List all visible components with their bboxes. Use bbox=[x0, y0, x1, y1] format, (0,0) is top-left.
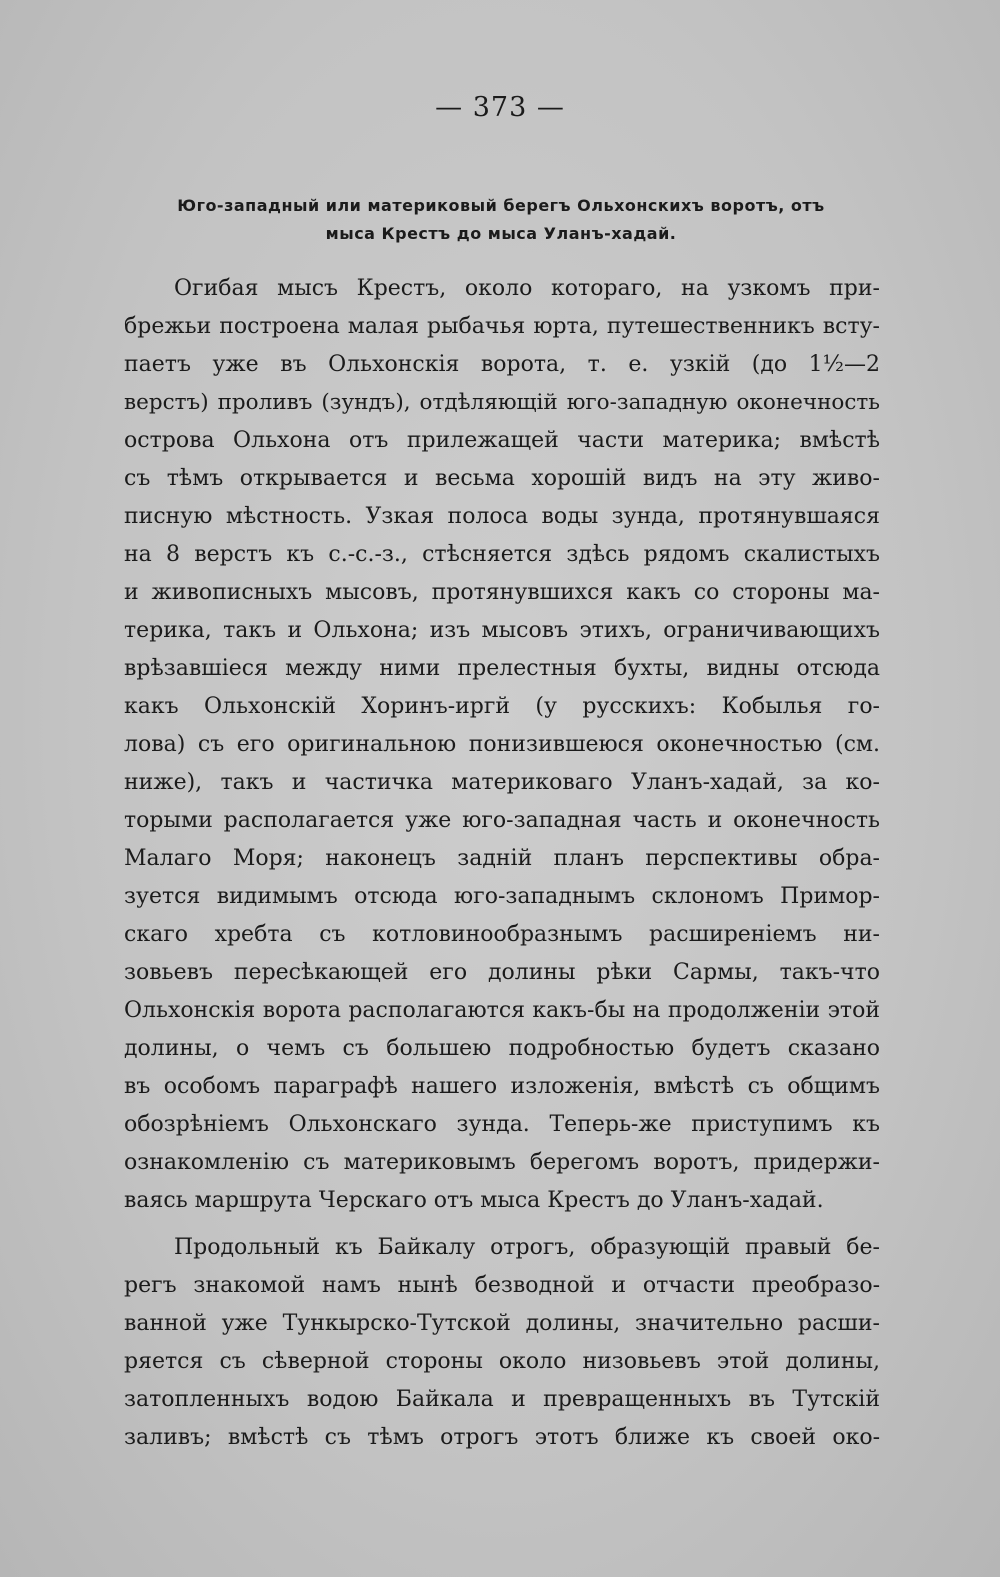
section-heading-line: мыса Крестъ до мыса Уланъ-хадай. bbox=[325, 224, 677, 243]
text-line: паетъ уже въ Ольхонскія ворота, т. е. узкій (до 1½—2 bbox=[124, 352, 880, 377]
text-line: терика, такъ и Ольхона; изъ мысовъ этихъ, ограничивающихъ bbox=[124, 618, 880, 643]
paragraph-2 bbox=[124, 1229, 880, 1457]
text-line: долины, о чемъ съ большею подробностью будетъ сказано bbox=[124, 1036, 880, 1061]
text-line: ознакомленію съ материковымъ берегомъ воротъ, придержи- bbox=[124, 1150, 880, 1175]
text-line: лова) съ его оригинальною понизившеюся оконечностью (см. bbox=[124, 732, 880, 757]
text-line: ниже), такъ и частичка материковаго Уланъ-хадай, за ко- bbox=[124, 770, 880, 795]
text-line: верстъ) проливъ (зундъ), отдѣляющій юго-западную оконечность bbox=[124, 390, 880, 415]
body-text bbox=[124, 270, 880, 1457]
paragraph-1 bbox=[124, 270, 880, 1220]
text-line: писную мѣстность. Узкая полоса воды зунда, протянувшаяся bbox=[124, 504, 880, 529]
text-line: скаго хребта съ котловинообразнымъ расширеніемъ ни- bbox=[124, 922, 880, 947]
text-line: Ольхонскія ворота располагаются какъ-бы на продолженіи этой bbox=[124, 998, 880, 1023]
text-line: торыми располагается уже юго-западная часть и оконечность bbox=[124, 808, 880, 833]
page-number: — 373 — bbox=[435, 92, 565, 123]
text-line: регъ знакомой намъ нынѣ безводной и отчасти преобразо- bbox=[124, 1273, 880, 1298]
text-line: заливъ; вмѣстѣ съ тѣмъ отрогъ этотъ ближе къ своей око- bbox=[124, 1425, 880, 1450]
text-line: Продольный къ Байкалу отрогъ, образующій правый бе- bbox=[174, 1235, 880, 1260]
text-line: ваясь маршрута Черскаго отъ мыса Крестъ до Уланъ-хадай. bbox=[124, 1188, 824, 1213]
text-line: зовьевъ пересѣкающей его долины рѣки Сармы, такъ-что bbox=[124, 960, 880, 985]
section-heading-line: Юго-западный или материковый берегъ Ольхонскихъ воротъ, отъ bbox=[177, 196, 825, 215]
text-line: на 8 верстъ къ с.-с.-з., стѣсняется здѣсь рядомъ скалистыхъ bbox=[124, 542, 880, 567]
text-line: острова Ольхона отъ прилежащей части материка; вмѣстѣ bbox=[124, 428, 880, 453]
text-line: въ особомъ параграфѣ нашего изложенія, вмѣстѣ съ общимъ bbox=[124, 1074, 880, 1099]
text-line: какъ Ольхонскій Хоринъ-иргй (у русскихъ: Кобылья го- bbox=[124, 694, 880, 719]
text-line: и живописныхъ мысовъ, протянувшихся какъ со стороны ма- bbox=[124, 580, 880, 605]
text-line: Малаго Моря; наконецъ заднiй планъ перспективы обра- bbox=[124, 846, 880, 871]
text-line: зуется видимымъ отсюда юго-западнымъ склономъ Примор- bbox=[124, 884, 880, 909]
text-line: брежьи построена малая рыбачья юрта, путешественникъ всту- bbox=[124, 314, 880, 339]
section-heading bbox=[118, 192, 884, 248]
text-line: врѣзавшіеся между ними прелестныя бухты, видны отсюда bbox=[124, 656, 880, 681]
text-line: съ тѣмъ открывается и весьма хорошій видъ на эту живо- bbox=[124, 466, 880, 491]
text-line: Огибая мысъ Крестъ, около котораго, на узкомъ при- bbox=[174, 276, 880, 301]
text-line: затопленныхъ водою Байкала и превращенныхъ въ Тутскій bbox=[124, 1387, 880, 1412]
text-line: ванной уже Тункырско-Тутской долины, значительно расши- bbox=[124, 1311, 880, 1336]
text-line: обозрѣніемъ Ольхонскаго зунда. Теперь-же приступимъ къ bbox=[124, 1112, 880, 1137]
text-line: ряется съ сѣверной стороны около низовьевъ этой долины, bbox=[124, 1349, 880, 1374]
